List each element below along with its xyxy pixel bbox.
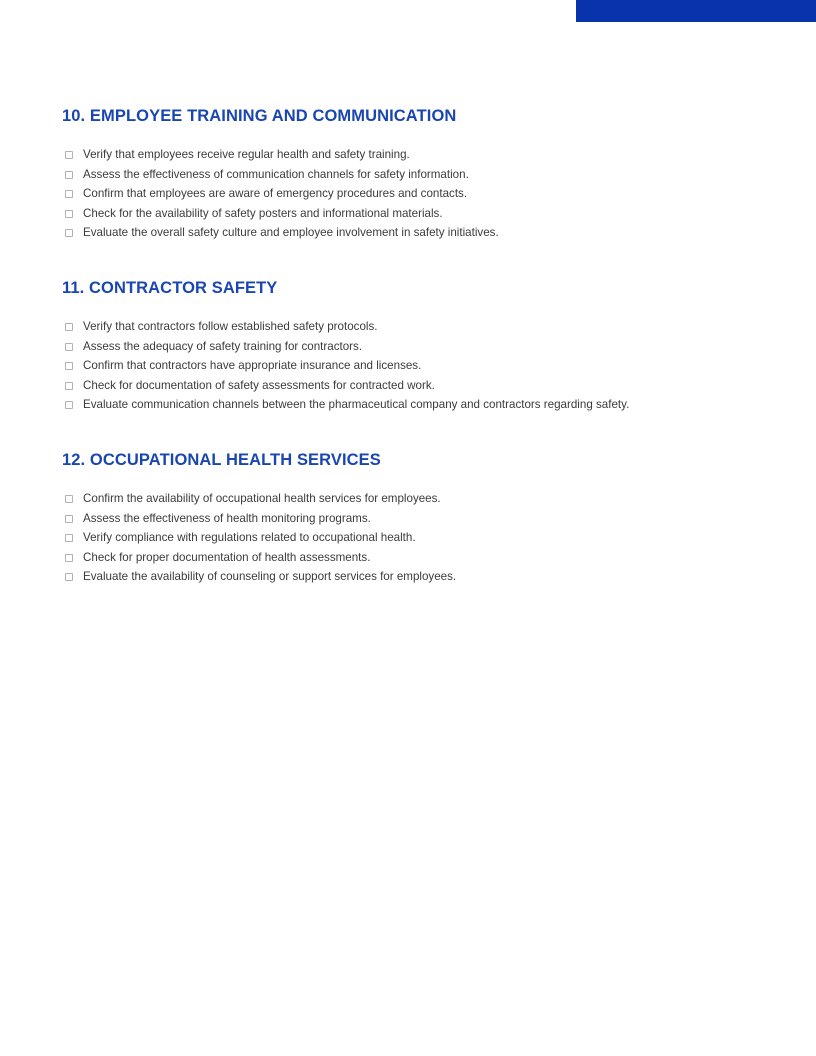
section-heading: 11. CONTRACTOR SAFETY	[62, 279, 278, 297]
list-item[interactable]	[62, 340, 762, 354]
checkbox-icon[interactable]	[65, 362, 73, 370]
checkbox-icon[interactable]	[65, 573, 73, 581]
list-item-label: Assess the effectiveness of communication channels for safety information.	[83, 167, 469, 181]
checkbox-icon[interactable]	[65, 554, 73, 562]
list-item[interactable]	[62, 492, 762, 506]
checkbox-icon[interactable]	[65, 515, 73, 523]
list-item-label: Assess the adequacy of safety training for contractors.	[83, 339, 363, 353]
checkbox-icon[interactable]	[65, 190, 73, 198]
list-item[interactable]	[62, 148, 762, 162]
list-item[interactable]	[62, 570, 762, 584]
checkbox-icon[interactable]	[65, 534, 73, 542]
list-item-label: Verify that contractors follow established safety protocols.	[83, 320, 378, 333]
list-item-label: Assess the effectiveness of health monitoring programs.	[83, 511, 371, 525]
checkbox-icon[interactable]	[65, 343, 73, 351]
checkbox-icon[interactable]	[65, 401, 73, 409]
section-contractor-safety	[62, 278, 762, 412]
checklist	[62, 492, 762, 584]
checkbox-icon[interactable]	[65, 382, 73, 390]
checkbox-icon[interactable]	[65, 151, 73, 159]
section-occupational-health-services	[62, 450, 762, 584]
list-item[interactable]	[62, 398, 762, 412]
list-item-label: Check for documentation of safety assessments for contracted work.	[83, 378, 435, 392]
list-item[interactable]	[62, 320, 762, 334]
section-heading: 12. OCCUPATIONAL HEALTH SERVICES	[62, 451, 381, 469]
list-item-label: Verify that employees receive regular health and safety training.	[83, 148, 410, 161]
list-item[interactable]	[62, 226, 762, 240]
checklist	[62, 320, 762, 412]
list-item-label: Evaluate the availability of counseling or support services for employees.	[83, 570, 457, 583]
list-item-label: Verify compliance with regulations related to occupational health.	[83, 531, 416, 544]
list-item[interactable]	[62, 512, 762, 526]
checkbox-icon[interactable]	[65, 210, 73, 218]
list-item[interactable]	[62, 168, 762, 182]
list-item-label: Evaluate the overall safety culture and employee involvement in safety initiatives.	[83, 226, 499, 239]
list-item[interactable]	[62, 531, 762, 545]
checkbox-icon[interactable]	[65, 323, 73, 331]
list-item[interactable]	[62, 187, 762, 201]
section-heading: 10. EMPLOYEE TRAINING AND COMMUNICATION	[62, 107, 457, 125]
checkbox-icon[interactable]	[65, 229, 73, 237]
list-item-label: Evaluate communication channels between the pharmaceutical company and contractors regarding safety.	[83, 398, 630, 411]
list-item-label: Confirm the availability of occupational health services for employees.	[83, 492, 441, 505]
checklist	[62, 148, 762, 240]
list-item-label: Check for proper documentation of health assessments.	[83, 550, 371, 564]
section-employee-training-and-communication	[62, 106, 762, 240]
checklist-content	[62, 106, 762, 584]
checkbox-icon[interactable]	[65, 171, 73, 179]
list-item[interactable]	[62, 379, 762, 393]
list-item-label: Check for the availability of safety posters and informational materials.	[83, 206, 443, 220]
header-accent-bar	[576, 0, 816, 22]
list-item[interactable]	[62, 207, 762, 221]
list-item[interactable]	[62, 551, 762, 565]
list-item[interactable]	[62, 359, 762, 373]
list-item-label: Confirm that employees are aware of emergency procedures and contacts.	[83, 187, 468, 200]
list-item-label: Confirm that contractors have appropriate insurance and licenses.	[83, 359, 422, 372]
checkbox-icon[interactable]	[65, 495, 73, 503]
